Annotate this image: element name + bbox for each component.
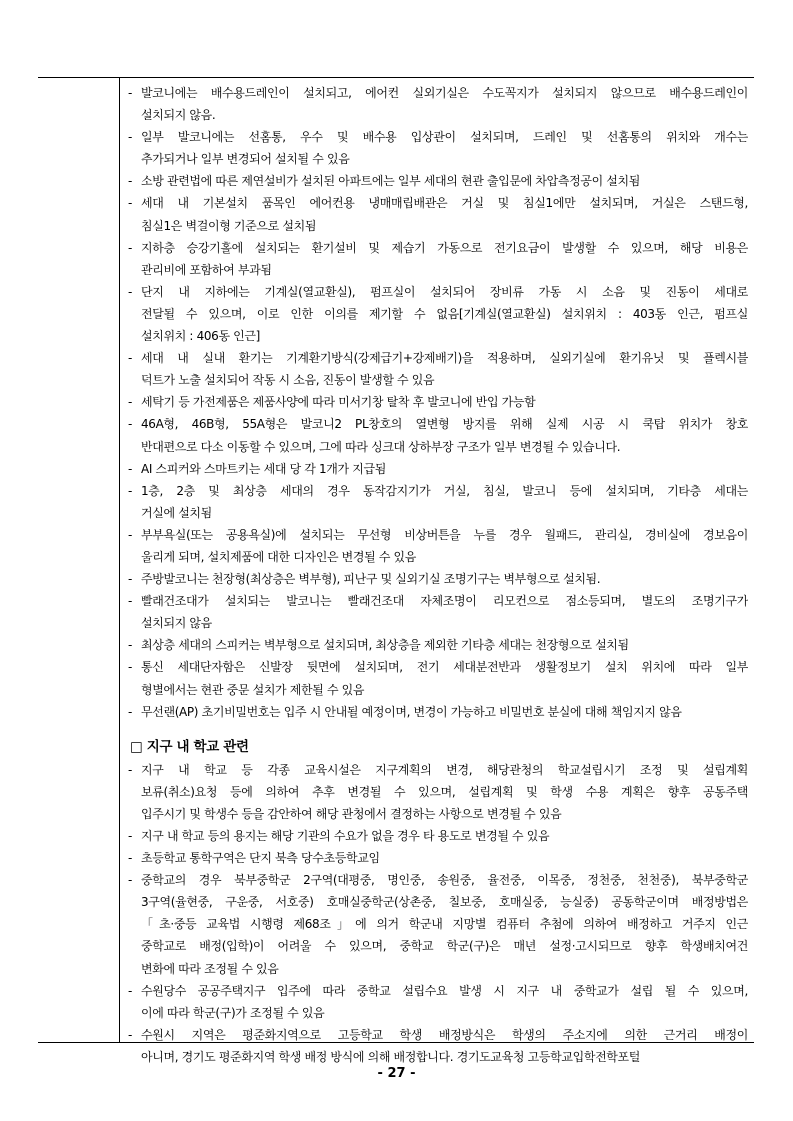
bullet-dash: - (128, 829, 132, 843)
list-item (128, 847, 748, 869)
list-item (128, 825, 748, 847)
list-item (128, 656, 748, 700)
list-item (128, 590, 748, 634)
table-column-divider (119, 77, 120, 1042)
list-item-line: 형별에서는 현관 중문 설치가 제한될 수 있음 (141, 682, 365, 697)
bullet-dash: - (128, 638, 132, 653)
list-item (128, 170, 748, 192)
bullet-dash: - (128, 572, 132, 587)
list-item-line: 부부욕실(또는 공용욕실)에 설치되는 무선형 비상버튼을 누를 경우 월패드, 관리실, 경비실에 경보음이 (141, 527, 748, 542)
list-item-line: 침실1은 벽걸이형 기준으로 설치됨 (141, 218, 317, 233)
section-unit-notes (128, 82, 748, 723)
page-number: - 27 - (377, 1066, 416, 1081)
list-item-line: 지하층 승강기홀에 설치되는 환기설비 및 제습기 가동으로 전기요금이 발생할 수 있으며, 해당 비용은 (141, 240, 748, 255)
bullet-dash: - (128, 174, 132, 189)
list-item (128, 568, 748, 590)
bullet-dash: - (128, 704, 132, 719)
list-item (128, 391, 748, 413)
list-item-line: 1층, 2층 및 최상층 세대의 경우 동작감지기가 거실, 침실, 발코니 등에 설치되며, 기타층 세대는 (141, 483, 748, 498)
list-item-line: 수원당수 공공주택지구 입주에 따라 중학교 설립수요 발생 시 지구 내 중학교가 설립 될 수 있으며, (141, 983, 748, 998)
bullet-dash: - (128, 461, 132, 476)
bullet-dash: - (128, 527, 132, 542)
list-item-line: 발코니에는 배수용드레인이 설치되고, 에어컨 실외기실은 수도꼭지가 설치되지 않으므로 배수용드레인이 (141, 86, 748, 100)
list-item-line: 울리게 되며, 설치제품에 대한 디자인은 변경될 수 있음 (141, 549, 417, 564)
list-item-line: 최상층 세대의 스피커는 벽부형으로 설치되며, 최상층을 제외한 기타층 세대는 천장형으로 설치됨 (141, 638, 629, 653)
list-item-line: 반대편으로 다소 이동할 수 있으며, 그에 따라 싱크대 상하부장 구조가 일부 변경될 수 있습니다. (141, 439, 621, 454)
bullet-dash: - (128, 1027, 132, 1042)
list-item-line: 보류(취소)요청 등에 의하여 추후 변경될 수 있으며, 설립계획 및 학생 수용 계획은 향후 공동주택 (141, 784, 748, 799)
list-item-line: 변화에 따라 조정될 수 있음 (141, 961, 279, 976)
list-item-line: 지구 내 학교 등 각종 교육시설은 지구계획의 변경, 해당관청의 학교설립시기 조정 및 설립계획 (141, 762, 748, 777)
list-item-line: 지구 내 학교 등의 용지는 해당 기관의 수요가 없을 경우 타 용도로 변경될 수 있음 (141, 829, 550, 843)
section-heading-school: □ 지구 내 학교 관련 (130, 738, 249, 755)
list-item-line: 세탁기 등 가전제품은 제품사양에 따라 미서기창 탈착 후 발코니에 반입 가능함 (141, 395, 536, 410)
list-item (128, 237, 748, 281)
list-item-line: 관리비에 포함하여 부과됨 (141, 262, 272, 277)
bullet-dash: - (128, 395, 132, 410)
list-item-line: 빨래건조대가 설치되는 발코니는 빨래건조대 자체조명이 리모컨으로 점소등되며, 별도의 조명기구가 (141, 594, 748, 609)
list-item (128, 192, 748, 236)
list-item-line: 설치위치 : 406동 인근] (141, 329, 260, 344)
list-item-line: 이에 따라 학군(구)가 조정될 수 있음 (141, 1005, 325, 1020)
list-item-line: 단지 내 지하에는 기계실(열교환실), 펌프실이 설치되어 장비류 가동 시 소음 및 진동이 세대로 (141, 284, 748, 299)
list-item (128, 347, 748, 391)
bullet-dash: - (128, 240, 132, 255)
list-item (128, 869, 748, 979)
list-item (128, 759, 748, 825)
list-item-line: 추가되거나 일부 변경되어 설치될 수 있음 (141, 152, 350, 167)
bullet-dash: - (128, 284, 132, 299)
table-top-border (38, 77, 754, 78)
list-item-line: 전달될 수 있으며, 이로 인한 이의를 제기할 수 없음[기계실(열교환실) 설치위치 : 403동 인근, 펌프실 (141, 306, 748, 321)
list-item-line: 46A형, 46B형, 55A형은 발코니2 PL창호의 열변형 방지를 위해 실제 시공 시 쿡탑 위치가 창호 (141, 417, 748, 432)
list-item-line: 아니며, 경기도 평준화지역 학생 배정 방식에 의해 배정합니다. 경기도교육청 고등학교입학전학포털 (141, 1049, 641, 1064)
list-item-line: 세대 내 기본설치 품목인 에어컨용 냉매매립배관은 거실 및 침실1에만 설치되며, 거실은 스탠드형, (141, 196, 748, 211)
list-item (128, 701, 748, 723)
list-item-line: 무선랜(AP) 초기비밀번호는 입주 시 안내될 예정이며, 변경이 가능하고 비밀번호 분실에 대해 책임지지 않음 (141, 704, 682, 719)
bullet-dash: - (128, 594, 132, 609)
list-item (128, 1024, 748, 1068)
list-item-line: 3구역(율현중, 구운중, 서호중) 호매실중학군(상촌중, 칠보중, 호매실중, 능실중) 공동학군이며 배정방법은 (141, 895, 748, 910)
list-item-line: 주방발코니는 천장형(최상층은 벽부형), 피난구 및 실외기실 조명기구는 벽부형으로 설치됨. (141, 572, 601, 587)
bullet-dash: - (128, 660, 132, 675)
notice-content (128, 82, 748, 1068)
list-item-line: 중학교로 배정(입학)이 어려울 수 있으며, 중학교 학군(구)은 매년 설정·고시되므로 향후 학생배치여건 (141, 939, 748, 954)
list-item-line: 덕트가 노출 설치되어 작동 시 소음, 진동이 발생할 수 있음 (141, 373, 435, 388)
list-item-line: 일부 발코니에는 선홈통, 우수 및 배수용 입상관이 설치되며, 드레인 및 선홈통의 위치와 개수는 (141, 130, 748, 145)
list-item-line: 수원시 지역은 평준화지역으로 고등학교 학생 배정방식은 학생의 주소지에 의한 근거리 배정이 (141, 1027, 748, 1042)
list-item-line: 중학교의 경우 북부중학군 2구역(대평중, 명인중, 송원중, 율전중, 이목중, 정천중, 천천중), 북부중학군 (141, 873, 748, 888)
list-item-line: 소방 관련법에 따른 제연설비가 설치된 아파트에는 일부 세대의 현관 출입문에 차압측정공이 설치됨 (141, 174, 641, 189)
list-item (128, 524, 748, 568)
list-item (128, 458, 748, 480)
bullet-dash: - (128, 86, 132, 100)
bullet-dash: - (128, 351, 132, 366)
bullet-dash: - (128, 196, 132, 211)
list-item-line: 입주시기 및 학생수 등을 감안하여 해당 관청에서 결정하는 사항으로 변경될 수 있음 (141, 806, 562, 821)
list-item (128, 480, 748, 524)
list-item (128, 634, 748, 656)
list-item-line: 「초·중등 교육법 시행령 제68조」에 의거 학군내 지망별 컴퓨터 추첨에 의하여 배정하고 거주지 인근 (141, 917, 748, 932)
list-item-line: AI 스피커와 스마트키는 세대 당 각 1개가 지급됨 (141, 461, 386, 476)
bullet-dash: - (128, 483, 132, 498)
list-item-line: 설치되지 않음. (141, 108, 216, 123)
list-item (128, 126, 748, 170)
list-item (128, 980, 748, 1024)
bullet-dash: - (128, 851, 132, 866)
list-item-line: 거실에 설치됨 (141, 505, 212, 520)
bullet-dash: - (128, 417, 132, 432)
list-item-line: 통신 세대단자함은 신발장 뒷면에 설치되며, 전기 세대분전반과 생활정보기 설치 위치에 따라 일부 (141, 660, 748, 675)
list-item-line: 설치되지 않음 (141, 616, 212, 631)
list-item (128, 281, 748, 347)
list-item (128, 413, 748, 457)
bullet-dash: - (128, 873, 132, 888)
bullet-dash: - (128, 130, 132, 145)
section-school-notes (128, 759, 748, 1068)
bullet-dash: - (128, 762, 132, 777)
list-item-line: 초등학교 통학구역은 단지 북측 당수초등학교임 (141, 851, 380, 866)
list-item-line: 세대 내 실내 환기는 기계환기방식(강제급기+강제배기)을 적용하며, 실외기실에 환기유닛 및 플렉시블 (141, 351, 748, 366)
bullet-dash: - (128, 983, 132, 998)
list-item (128, 82, 748, 126)
